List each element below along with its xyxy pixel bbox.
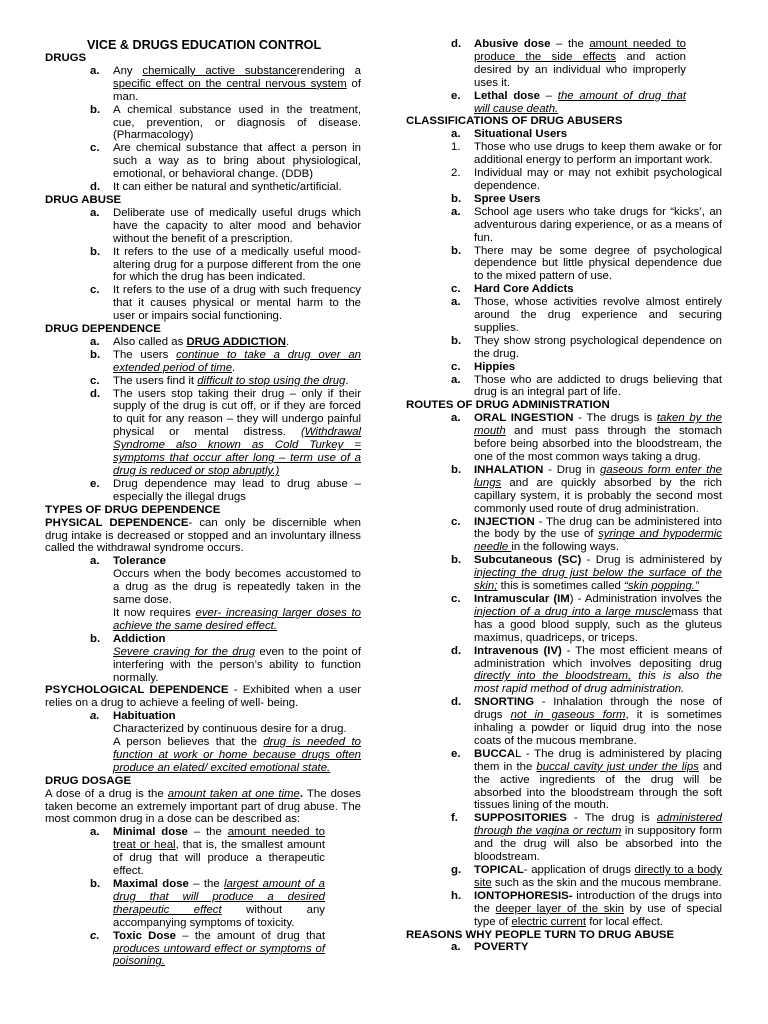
text-run: such as the skin and the mucous membrane. (491, 876, 722, 889)
list-item (45, 375, 361, 388)
text-run: taken by the mouth (474, 412, 722, 438)
list-item-text (474, 645, 722, 697)
text-run: TOPICAL (474, 864, 524, 876)
list-marker: a. (451, 205, 461, 218)
text-run: – (539, 89, 558, 102)
text-run: Deliberate use of medically useful drugs which have the capacity to alter mood and behavior without the benefit of a prescription. (113, 206, 361, 245)
text-run: produces untoward effect or symptoms of poisoning. (113, 942, 325, 968)
text-run: buccal cavity just under the lips (536, 760, 699, 773)
text-run: It refers to the use of a drug with such frequency that it causes physical or mental harm to the user or impairs social functioning. (113, 284, 361, 323)
sub-paragraph (45, 568, 361, 607)
list-item-text (474, 554, 722, 593)
list-item-text (113, 375, 361, 388)
list-item (45, 826, 361, 878)
list-marker: c. (451, 283, 461, 296)
list-item-text (113, 388, 361, 478)
text-run: Tolerance (113, 555, 166, 568)
text-run: DRUG ADDICTION (186, 335, 287, 348)
text-run: Subcutaneous (SC) (474, 554, 582, 567)
list-item-text (474, 335, 722, 361)
text-run: Individual may or may not exhibit psychological dependence. (474, 167, 722, 192)
list-item-text (474, 128, 722, 141)
list-marker: a. (90, 555, 100, 568)
text-run: chemically active substance (142, 64, 297, 77)
list-marker: b. (90, 103, 101, 116)
text-run: this is sometimes called (497, 580, 625, 593)
list-item (45, 633, 361, 646)
paragraph (45, 788, 361, 827)
text-run: REASONS WHY PEOPLE TURN TO DRUG ABUSE (406, 928, 675, 941)
text-run: drug is needed to function at work or home because drugs often produce an elated/ excited emotional state. (113, 736, 361, 774)
text-run: Situational Users (474, 128, 568, 141)
text-run: gaseous form enter the lungs (474, 463, 722, 489)
list-item (406, 864, 722, 890)
text-run: DRUG DEPENDENCE (45, 323, 161, 336)
text-run: It refers to the use of a medically useful mood-altering drug for a purpose different from the one for which the drug has been indicated. (113, 245, 361, 284)
text-run: SNORTING (474, 696, 535, 709)
section-heading (406, 399, 722, 412)
text-run: - application of drugs (523, 864, 635, 876)
text-run: directly into the bloodstream, (474, 670, 632, 683)
list-item-text (474, 941, 722, 954)
list-marker: c. (90, 374, 100, 387)
list-marker: d. (451, 38, 462, 50)
text-run: - can only be discernible when drug intake is decreased or stopped and an involuntary illness called the withdrawal syndrome occurs. (45, 516, 362, 555)
list-item-text (113, 104, 361, 143)
list-marker: h. (451, 889, 462, 902)
text-run: , that is, the smallest amount of drug that will produce a therapeutic effect. (113, 839, 325, 878)
document-title: VICE & DRUGS EDUCATION CONTROL (87, 38, 322, 52)
list-marker: g. (451, 864, 462, 876)
text-run: Lethal dose (474, 89, 540, 102)
text-run: A dose of a drug is the (45, 787, 168, 800)
text-run: largest amount of a drug that will produce a desired therapeutic effect (113, 878, 326, 916)
list-marker: 1. (451, 141, 461, 154)
text-run: CLASSIFICATIONS OF DRUG ABUSERS (406, 115, 623, 128)
list-item (406, 128, 722, 141)
text-run: DRUGS (45, 52, 87, 64)
list-marker: e. (451, 747, 461, 760)
text-run: PHYSICAL DEPENDENCE (45, 516, 189, 529)
text-run: - Inhalation through the nose of drugs (474, 696, 722, 722)
list-marker: c. (90, 929, 100, 942)
list-marker: b. (451, 192, 462, 205)
text-run: - The drug can be administered into the body by the use of (474, 515, 722, 541)
text-run: DRUG ABUSE (45, 193, 122, 206)
text-run: Those, whose activities revolve almost entirely around the drug experience and securing supplies. (474, 296, 722, 334)
list-marker: a. (451, 373, 461, 386)
sub-paragraph (45, 736, 361, 775)
list-marker: b. (451, 334, 462, 347)
list-item-text (113, 142, 361, 181)
text-run: . (345, 374, 349, 387)
list-item (406, 554, 722, 593)
text-run: Also called as (113, 335, 187, 348)
text-run: even to the point of interfering with the person’s ability to function normally. (113, 645, 361, 684)
list-item-text (113, 284, 361, 323)
list-marker: b. (90, 632, 101, 645)
text-run: difficult to stop using the drug (197, 374, 346, 387)
text-run: this is also the most rapid method of drug administration. (474, 670, 723, 696)
text-run: The users (113, 348, 177, 361)
section-heading (406, 929, 722, 942)
text-run: Hard Core Addicts (474, 283, 574, 296)
text-run: syringe and hypodermic needle (474, 528, 722, 554)
text-run: Habituation (113, 710, 176, 723)
text-run: - Drug is administered by (581, 554, 722, 567)
text-run: amount needed to treat or heal (113, 826, 325, 852)
list-marker: f. (451, 812, 458, 825)
list-item-text (113, 826, 325, 878)
list-item-text (474, 864, 722, 890)
text-run: Severe craving for the drug (113, 645, 256, 658)
list-item (45, 181, 361, 194)
text-run: Drug dependence may lead to drug abuse – especially the illegal drugs (113, 477, 361, 503)
list-item-text (113, 336, 361, 349)
text-run: There may be some degree of psychological dependence but little physical dependence due to the mixed pattern of use. (474, 244, 722, 283)
text-run: INHALATION (474, 463, 544, 476)
list-item (406, 141, 722, 167)
sub-paragraph (45, 723, 361, 736)
list-marker: a. (451, 941, 461, 954)
text-run: BUCCA (474, 747, 516, 760)
text-run: Spree Users (474, 192, 541, 205)
list-marker: c. (451, 360, 461, 373)
text-run: Characterized by continuous desire for a drug. (113, 723, 347, 736)
list-item (45, 65, 361, 104)
text-run: injection of a drug into a large muscle (474, 605, 672, 618)
list-item (406, 593, 722, 645)
list-item-text (474, 141, 722, 167)
list-item (45, 710, 361, 723)
list-marker: c. (90, 142, 100, 155)
list-item (406, 361, 722, 374)
section-heading (45, 194, 361, 207)
text-run: ROUTES OF DRUG ADMINISTRATION (406, 399, 610, 412)
list-item (406, 206, 722, 245)
text-run: – the (188, 878, 225, 890)
list-marker: e. (90, 477, 100, 490)
text-run: and the active ingredients of the drug will be absorbed into the bloodstream through the soft tissues lining of the mouth. (474, 760, 722, 812)
text-run: for local effect. (586, 915, 664, 928)
text-run: in suppository form and the drug will also be absorbed into the bloodstream. (474, 825, 722, 864)
list-item (406, 516, 722, 555)
text-run: - The drugs is (573, 412, 657, 425)
text-run: continue to take a drug over an extended period of time (113, 348, 362, 374)
text-run: Those who are addicted to drugs believing that drug is an integral part of life. (474, 373, 722, 399)
list-item-text (474, 361, 722, 374)
text-run: Occurs when the body becomes accustomed to a drug as the drug is repeatedly taken in the same dose. (113, 568, 361, 607)
list-item (45, 104, 361, 143)
text-run: The users stop taking their drug – only if their supply of the drug is cut off, or if they are forced to quit for any reason – they will undergo painful physical or mental distress. (113, 387, 361, 439)
list-item-text (113, 349, 361, 375)
list-item (406, 193, 722, 206)
section-heading (45, 323, 361, 336)
list-marker: b. (451, 554, 462, 567)
list-item-text (113, 878, 325, 930)
sub-paragraph (45, 607, 361, 633)
list-item-text (113, 246, 361, 285)
list-item-text (474, 38, 686, 90)
text-run: - The drug is (566, 812, 657, 825)
text-run: , it is sometimes inhaling a powder or liquid drug into the nose coats of the mucous membrane. (474, 709, 722, 747)
list-item-text (474, 206, 722, 245)
list-item (406, 374, 722, 400)
text-run: the amount of drug that will cause death. (474, 89, 686, 115)
list-item-text (474, 464, 722, 516)
text-run: A chemical substance used in the treatment, cue, prevention, or diagnosis of disease. (Pharmacology) (113, 103, 361, 142)
list-item (406, 941, 722, 954)
text-run: School age users who take drugs for “kicks’, an adventurous daring experience, or as a means of fun. (474, 205, 722, 244)
text-run: It now requires (113, 606, 196, 619)
list-item-text (474, 296, 722, 335)
text-run: – the (187, 826, 228, 839)
text-run: of man. (113, 77, 361, 103)
list-item (406, 335, 722, 361)
list-item-text (113, 181, 361, 194)
text-run: by use of special type of (474, 902, 723, 928)
text-run: Hippies (474, 360, 516, 373)
text-run: - Exhibited when a user relies on a drug to achieve a feeling of well- being. (45, 684, 361, 710)
text-run: A person believes that the (113, 736, 264, 749)
list-item-text (474, 516, 722, 555)
text-run: IONTOPHORESIS- (474, 889, 573, 902)
list-item-text (474, 890, 722, 929)
text-run: Are chemical substance that affect a person in such a way as to bring about physiological, emotional, or behavioral change. (DDB) (113, 142, 361, 181)
text-run: and must pass through the stomach before being absorbed into the bloodstream, the one of the most common ways taking a drug. (474, 425, 722, 463)
text-run: Those who use drugs to keep them awake or for additional energy to perform an important work. (474, 141, 722, 167)
text-run: – the (550, 38, 590, 50)
list-marker: a. (451, 296, 461, 309)
text-run: DRUG DOSAGE (45, 774, 132, 787)
right-column (406, 38, 722, 954)
text-run: and are quickly absorbed by the rich capillary system, it is probably the second most commonly used route of drug administration. (474, 476, 722, 515)
text-run: mass that has a good blood supply, such as the gluteus maximus, quadriceps, or triceps. (474, 605, 722, 644)
text-run: without any accompanying symptoms of toxicity. (113, 903, 325, 929)
text-run: - The most efficient means of administration which involves depositing drug (474, 644, 723, 670)
list-item-text (474, 283, 722, 296)
list-item (45, 878, 361, 930)
text-run: INJECTION (474, 515, 535, 528)
list-item (406, 283, 722, 296)
text-run: electric current (511, 915, 587, 928)
text-run: specific effect on the central nervous system (113, 77, 347, 90)
list-item (45, 246, 361, 285)
list-item (406, 645, 722, 697)
text-run: Toxic Dose (113, 929, 177, 942)
list-marker: a. (90, 335, 100, 348)
list-marker: c. (90, 284, 100, 297)
list-item-text (113, 207, 361, 246)
list-item (45, 555, 361, 568)
text-run: “skin popping.” (624, 580, 699, 593)
list-marker: c. (451, 515, 461, 528)
list-item-text (474, 696, 722, 748)
list-item-text (474, 90, 686, 116)
list-item (45, 388, 361, 478)
text-run: – the amount of drug that (176, 929, 325, 942)
list-marker: d. (90, 181, 101, 194)
text-run: (Withdrawal Syndrome also known as Cold Turkey = symptoms that occur after long – term use of a drug is reduced or stop abruptly.) (113, 426, 361, 477)
list-item-text (113, 65, 361, 104)
text-run: in the following ways. (511, 541, 620, 554)
list-marker: b. (451, 244, 462, 257)
list-marker: a. (90, 64, 100, 77)
list-item (406, 38, 722, 90)
list-item-text (113, 930, 325, 969)
list-item-text (113, 633, 361, 646)
text-run: TYPES OF DRUG DEPENDENCE (45, 503, 221, 516)
list-item-text (474, 812, 722, 864)
list-item (406, 696, 722, 748)
sub-paragraph (45, 646, 361, 685)
list-item-text (474, 593, 722, 645)
text-run: The users find it (113, 374, 198, 387)
text-run: amount needed to produce the side effects (474, 38, 686, 63)
list-item (406, 296, 722, 335)
text-run: ORAL INGESTION (474, 412, 574, 425)
list-item (406, 90, 722, 116)
text-run: SUPPOSITORIES (474, 812, 567, 825)
text-run: The doses taken become an extremely important part of drug abuse. The most common drug in a dose can be described as: (45, 787, 361, 826)
text-run: Addiction (113, 632, 166, 645)
list-item (45, 336, 361, 349)
list-item (45, 207, 361, 246)
list-item (406, 890, 722, 929)
list-marker: a. (451, 412, 461, 425)
left-column (45, 38, 361, 968)
text-run: It can either be natural and synthetic/artificial. (113, 181, 342, 194)
text-run: ) - Administration involves the (569, 592, 722, 605)
paragraph (45, 517, 361, 556)
list-item-text (474, 412, 722, 464)
text-run: Intravenous (IV) (474, 644, 562, 657)
list-marker: d. (451, 696, 462, 709)
text-run: directly to a body site (474, 864, 722, 889)
list-item (406, 245, 722, 284)
text-run: POVERTY (474, 941, 529, 954)
list-item (406, 812, 722, 864)
list-item-text (474, 193, 722, 206)
text-run: L - The drug is administered by placing them in the (474, 747, 722, 773)
list-marker: a. (90, 710, 100, 723)
list-item-text (474, 374, 722, 400)
text-run: . (286, 335, 290, 348)
section-heading (45, 52, 361, 65)
list-item (45, 930, 361, 969)
section-heading (45, 775, 361, 788)
list-item (406, 748, 722, 813)
list-item (45, 349, 361, 375)
text-run: and action desired by an individual who improperly uses it. (474, 50, 686, 89)
text-run: administered through the vagina or rectum (474, 812, 722, 838)
text-run: . (232, 361, 236, 374)
list-item-text (113, 555, 361, 568)
list-item (45, 284, 361, 323)
section-heading (406, 115, 722, 128)
text-run: They show strong psychological dependence on the drug. (474, 334, 722, 360)
text-run: PSYCHOLOGICAL DEPENDENCE (45, 684, 229, 697)
list-item-text (474, 167, 722, 193)
list-item-text (474, 748, 722, 813)
paragraph (45, 684, 361, 710)
text-run: deeper layer of the skin (495, 902, 624, 915)
list-marker: a. (90, 826, 100, 839)
text-run: Minimal dose (113, 826, 188, 839)
list-marker: b. (90, 878, 101, 890)
text-run: rendering a (296, 64, 361, 77)
list-marker: c. (451, 592, 461, 605)
list-item (45, 478, 361, 504)
text-run: . (299, 787, 304, 800)
list-marker: b. (90, 348, 101, 361)
list-item-text (113, 478, 361, 504)
list-item-text (113, 710, 361, 723)
list-marker: 2. (451, 167, 461, 180)
text-run: introduction of the drugs into the (474, 889, 722, 915)
list-item (406, 412, 722, 464)
list-marker: e. (451, 89, 461, 102)
text-run: - Drug in (543, 463, 600, 476)
text-run: Intramuscular (IM (474, 592, 570, 605)
text-run: not in gaseous form (510, 709, 626, 722)
list-item (45, 142, 361, 181)
text-run: Any (113, 64, 143, 77)
text-run: injecting the drug just below the surface of the skin; (474, 567, 722, 593)
list-marker: a. (451, 128, 461, 141)
text-run: ever- increasing larger doses to achieve the same desired effect. (113, 606, 362, 632)
list-marker: d. (451, 644, 462, 657)
text-run: Abusive dose (474, 38, 551, 50)
list-item (406, 167, 722, 193)
list-marker: b. (451, 463, 462, 476)
list-item (406, 464, 722, 516)
list-item-text (474, 245, 722, 284)
text-run: amount taken at one time (167, 787, 300, 800)
list-marker: a. (90, 206, 100, 219)
list-marker: b. (90, 245, 101, 258)
list-marker: d. (90, 387, 101, 400)
text-run: Maximal dose (113, 878, 189, 890)
section-heading (45, 504, 361, 517)
